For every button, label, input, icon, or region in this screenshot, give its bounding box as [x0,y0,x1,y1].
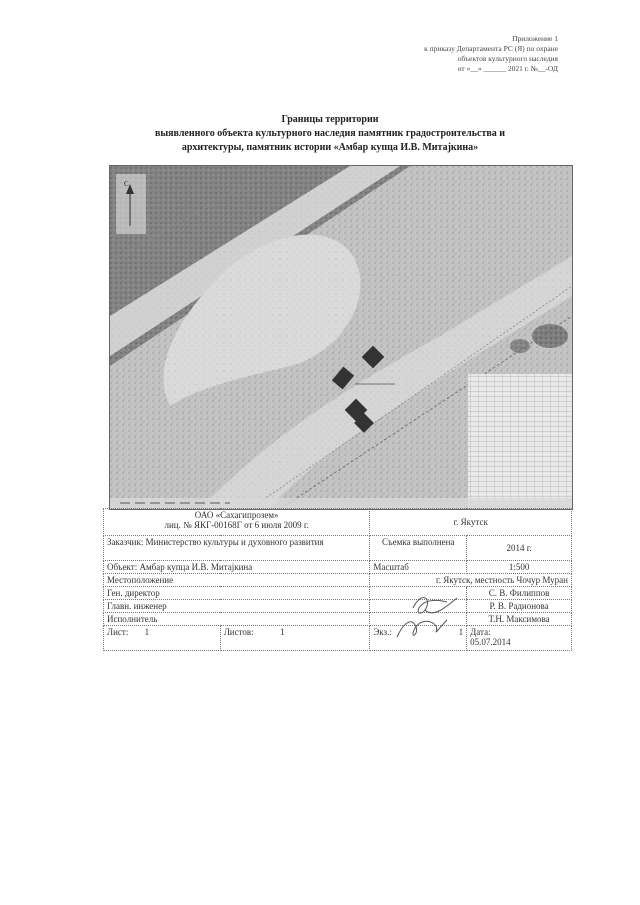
date-label: Дата: [470,627,491,637]
org-license: лиц. № ЯКГ-00168Г от 6 июля 2009 г. [164,520,309,530]
date-cell [467,626,572,651]
customer-cell: Заказчик: Министерство культуры и духовного развития [104,536,370,561]
survey-label: Съемка выполнена [370,536,467,561]
signature-engineer-icon [392,612,452,647]
name-engineer: Р. В. Радионова [467,600,572,613]
appendix-line-4: от «__» ______ 2021 г. №__-ОД [457,64,558,73]
north-label: С [124,180,129,188]
org-name: ОАО «Сахагипрозем» [194,510,279,520]
name-director: С. В. Филиппов [467,587,572,600]
sheets-cell [220,626,370,651]
survey-year: 2014 г. [467,536,572,561]
name-executor: Т.Н. Максимова [467,613,572,626]
sheet-label: Лист: [107,627,129,637]
sheets-label: Листов: [223,627,254,637]
scale-label: Масштаб [370,561,467,574]
appendix-header [358,34,558,74]
scale-value: 1:500 [467,561,572,574]
sheets-value: 1 [279,627,285,637]
title-line-2: выявленного объекта культурного наследия памятник градостроительства и [154,128,506,139]
map-image [110,166,572,509]
sheet-value: 1 [144,627,150,637]
title-line-3: архитектуры, памятник истории «Амбар купца И.В. Митаjкина» [181,142,479,153]
city-cell: г. Якутск [370,509,572,536]
appendix-line-2: к приказу Департамента РС (Я) по охране [424,44,558,53]
title-line-1: Границы территории [281,114,379,125]
org-cell [104,509,370,536]
appendix-line-3: объектов культурного наследия [457,54,558,63]
date-value: 05.07.2014 [470,637,511,647]
sheet-cell [104,626,221,651]
object-cell: Объект: Амбар купца И.В. Митаjкина [104,561,370,574]
copy-value: 1 [458,627,464,637]
role-engineer: Главн. инженер [104,600,370,613]
appendix-line-1: Приложение 1 [512,34,558,43]
role-executor: Исполнитель [104,613,370,626]
site-map [109,165,573,510]
title-block-table [103,508,572,651]
location-value: г. Якутск, местность Чочур Муран [370,574,572,587]
map-grid-block [468,374,572,509]
location-label: Местоположение [104,574,370,587]
role-director: Ген. директор [104,587,370,600]
document-title [110,113,550,155]
copy-label: Экз.: [373,627,392,637]
